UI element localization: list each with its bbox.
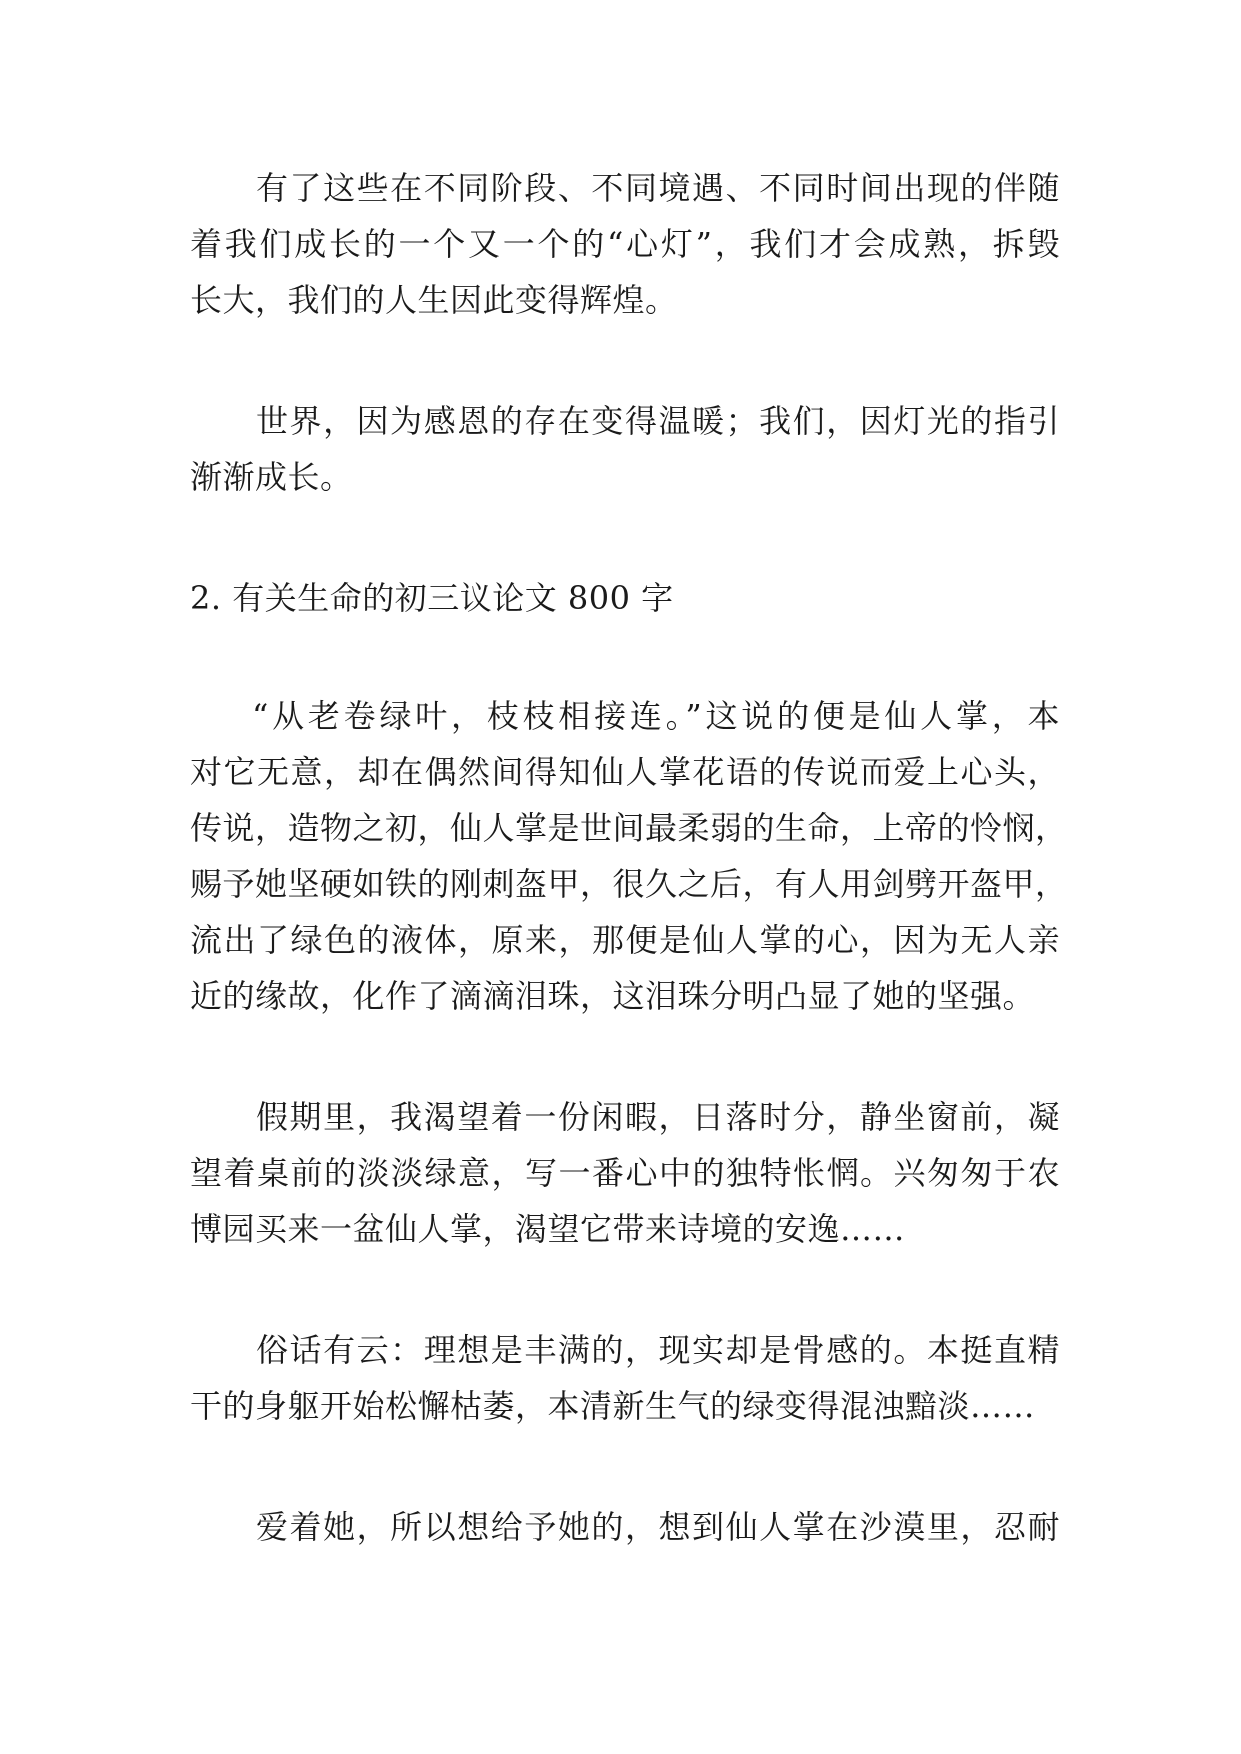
paragraph-5-line-3: 博园买来一盆仙人掌，渴望它带来诗境的安逸…… bbox=[190, 1210, 906, 1248]
paragraph-5-line-2: 望着桌前的淡淡绿意，写一番心中的独特怅惘。兴匆匆于农 bbox=[190, 1154, 1060, 1192]
paragraph-1-line-2: 着我们成长的一个又一个的“心灯”，我们才会成熟，拆毁 bbox=[190, 225, 1060, 263]
paragraph-4-line-3: 传说，造物之初，仙人掌是世间最柔弱的生命，上帝的怜悯， bbox=[190, 809, 1068, 847]
paragraph-7-line-1: 爱着她，所以想给予她的，想到仙人掌在沙漠里，忍耐 bbox=[256, 1508, 1060, 1546]
paragraph-1-line-3: 长大，我们的人生因此变得辉煌。 bbox=[190, 281, 678, 319]
paragraph-2-line-2: 渐渐成长。 bbox=[190, 458, 353, 496]
paragraph-1-line-1: 有了这些在不同阶段、不同境遇、不同时间出现的伴随 bbox=[256, 169, 1060, 207]
paragraph-4-line-6: 近的缘故，化作了滴滴泪珠，这泪珠分明凸显了她的坚强。 bbox=[190, 977, 1036, 1015]
section-heading: 2. 有关生命的初三议论文 800 字 bbox=[190, 579, 674, 617]
paragraph-2-line-1: 世界，因为感恩的存在变得温暖；我们，因灯光的指引 bbox=[256, 402, 1060, 440]
paragraph-4-line-5: 流出了绿色的液体，原来，那便是仙人掌的心，因为无人亲 bbox=[190, 921, 1060, 959]
paragraph-5-line-1: 假期里，我渴望着一份闲暇，日落时分，静坐窗前，凝 bbox=[256, 1098, 1060, 1136]
paragraph-4-line-4: 赐予她坚硬如铁的刚刺盔甲，很久之后，有人用剑劈开盔甲， bbox=[190, 865, 1068, 903]
paragraph-6-line-2: 干的身躯开始松懈枯萎，本清新生气的绿变得混浊黯淡…… bbox=[190, 1387, 1036, 1425]
paragraph-4-line-1: “从老卷绿叶，枝枝相接连。”这说的便是仙人掌，本 bbox=[252, 697, 1060, 735]
paragraph-6-line-1: 俗话有云：理想是丰满的，现实却是骨感的。本挺直精 bbox=[256, 1331, 1060, 1369]
paragraph-4-line-2: 对它无意，却在偶然间得知仙人掌花语的传说而爱上心头， bbox=[190, 753, 1060, 791]
